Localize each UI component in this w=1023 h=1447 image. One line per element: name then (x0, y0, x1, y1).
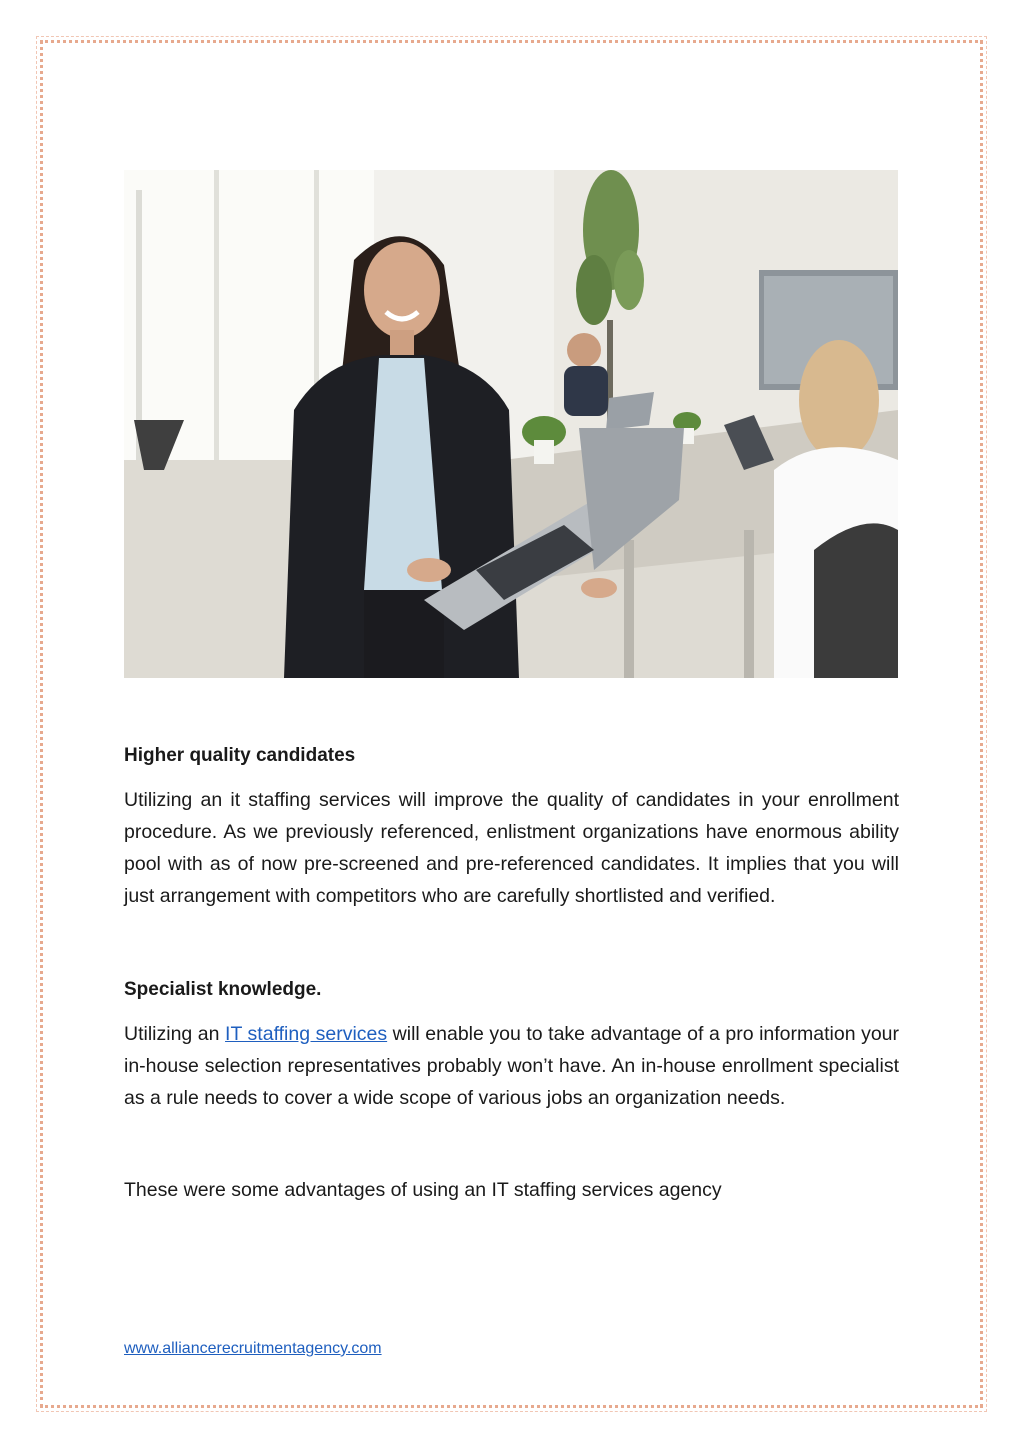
photo-illustration (124, 170, 898, 678)
hero-photo-office-woman-laptop (124, 170, 898, 678)
section-heading-specialist: Specialist knowledge. (124, 979, 322, 1000)
closing-sentence: These were some advantages of using an IT staffing services agency (124, 1179, 722, 1201)
article-body (124, 742, 899, 1206)
section-paragraph-specialist (124, 1018, 899, 1114)
section-heading-quality: Higher quality candidates (124, 745, 356, 766)
footer-website-link[interactable]: www.alliancerecruitmentagency.com (124, 1340, 382, 1357)
it-staffing-services-link[interactable]: IT staffing services (225, 1023, 388, 1045)
paragraph-text-after-link: will enable you to take advantage of a pro information your in-house selection representatives probably won’t have. An in-house enrollment specialist as a rule needs to cover a wide scope of various jobs an organization needs. (124, 1023, 900, 1109)
section-paragraph-quality: Utilizing an it staffing services will improve the quality of candidates in your enrollment procedure. As we previously referenced, enlistment organizations have enormous ability pool with as of now pre-screened and pre-referenced candidates. It implies that you will just arrangement with competitors who are carefully shortlisted and verified. (124, 789, 899, 907)
paragraph-text-before-link: Utilizing an (124, 1023, 226, 1045)
